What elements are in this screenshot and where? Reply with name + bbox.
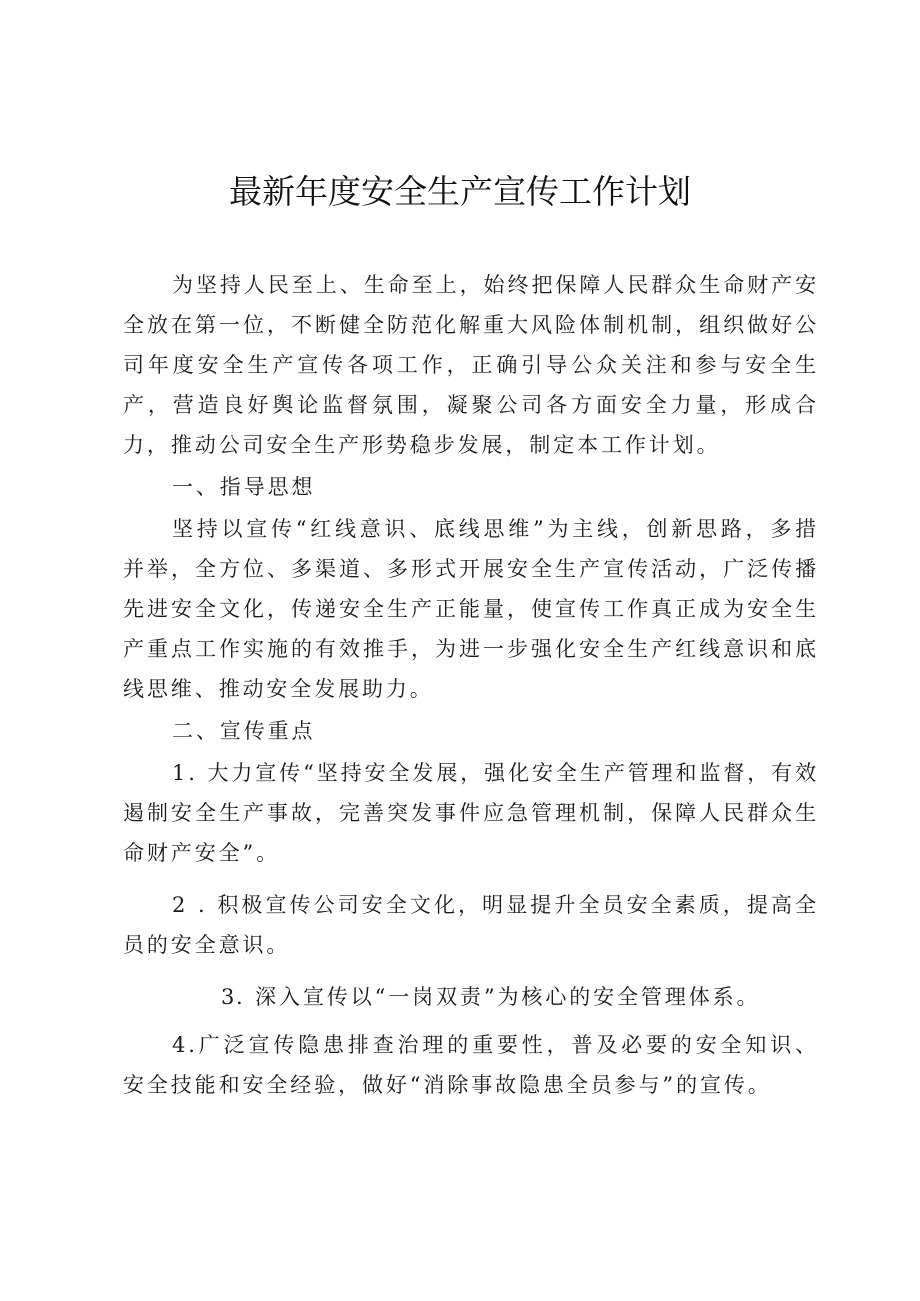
- document-title: 最新年度安全生产宣传工作计划: [229, 172, 691, 211]
- focus-item-2: 2 . 积极宣传公司安全文化，明显提升全员安全素质，提高全员的安全意识。: [123, 893, 819, 957]
- focus-item-1: 1. 大力宣传“坚持安全发展，强化安全生产管理和监督，有效遏制安全生产事故，完善突发事件应急管理机制，保障人民群众生命财产安全”。: [123, 761, 819, 865]
- focus-item-3-text: . 深入宣传以“一岗双责”为核心的安全管理体系。: [236, 985, 761, 1009]
- focus-item-3: [123, 977, 819, 1017]
- document-body: [123, 265, 819, 1105]
- section-heading-guiding-ideology: 一、指导思想: [172, 475, 316, 499]
- focus-item-3-number: 3: [221, 985, 238, 1009]
- focus-item-4: 4.广泛宣传隐患排查治理的重要性，普及必要的安全知识、安全技能和安全经验，做好“消除事故隐患全员参与”的宣传。: [123, 1033, 819, 1097]
- section-heading-publicity-focus: 二、宣传重点: [172, 719, 316, 743]
- intro-paragraph: 为坚持人民至上、生命至上，始终把保障人民群众生命财产安全放在第一位，不断健全防范化解重大风险体制机制，组织做好公司年度安全生产宣传各项工作，正确引导公众关注和参与安全生产，营造良好舆论监督氛围，凝聚公司各方面安全力量，形成合力，推动公司安全生产形势稳步发展，制定本工作计划。: [123, 273, 819, 457]
- guiding-ideology-paragraph: 坚持以宣传“红线意识、底线思维”为主线，创新思路，多措并举，全方位、多渠道、多形式开展安全生产宣传活动，广泛传播先进安全文化，传递安全生产正能量，使宣传工作真正成为安全生产重点工作实施的有效推手，为进一步强化安全生产红线意识和底线思维、推动安全发展助力。: [123, 517, 819, 701]
